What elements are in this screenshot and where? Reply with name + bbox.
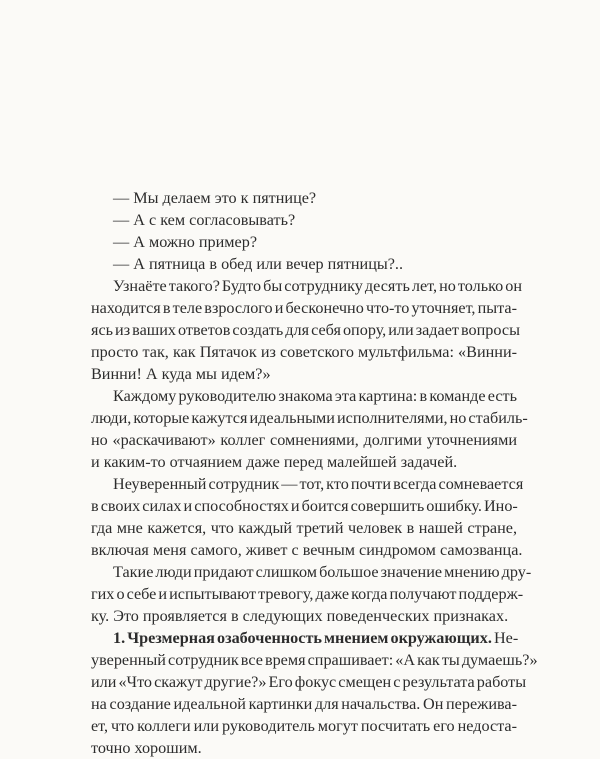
- paragraph-line: Такие люди придают слишком большое значение мнению дру-: [113, 563, 532, 581]
- paragraph-line: или «Что скажут другие?» Его фокус смещен с результата работы: [91, 673, 527, 691]
- paragraph-line: включая меня самого, живет с вечным синдромом самозванца.: [91, 541, 523, 559]
- dialogue-line: — А можно пример?: [113, 233, 258, 251]
- paragraph-line: ясь из ваших ответов создать для себя опору, или задает вопросы: [91, 321, 520, 339]
- paragraph-line: на создание идеальной картинки для начальства. Он пережива-: [91, 695, 517, 713]
- paragraph-line: ку. Это проявляется в следующих поведенческих признаках.: [91, 607, 509, 625]
- point-heading-continuation: Не-: [491, 629, 519, 647]
- paragraph-line: Каждому руководителю знакома эта картина: в команде есть: [113, 387, 517, 405]
- paragraph-line: ет, что коллеги или руководитель могут посчитать его недоста-: [91, 717, 517, 735]
- paragraph-line: Винни! А куда мы идем?»: [91, 365, 271, 383]
- dialogue-line: — А с кем согласовывать?: [113, 211, 296, 229]
- paragraph-line: и каким-то отчаянием даже перед малейшей задачей.: [91, 453, 458, 471]
- paragraph-line: просто так, как Пятачок из советского мультфильма: «Винни-: [91, 343, 517, 361]
- paragraph-line: люди, которые кажутся идеальными исполнителями, но стабиль-: [91, 409, 528, 427]
- paragraph-line: Узнаёте такого? Будто бы сотруднику десять лет, но только он: [113, 277, 523, 295]
- paragraph-line: находится в теле взрослого и бесконечно что-то уточняет, пыта-: [91, 299, 517, 317]
- paragraph-line: точно хорошим.: [91, 739, 202, 757]
- paragraph-line: гих о себе и испытывают тревогу, даже когда получают поддерж-: [91, 585, 524, 603]
- paragraph-line: в своих силах и способностях и боится совершить ошибку. Ино-: [91, 497, 518, 515]
- paragraph-line: но «раскачивают» коллег сомнениями, долгими уточнениями: [91, 431, 517, 449]
- point-first-line: [91, 627, 517, 649]
- dialogue-line: — А пятница в обед или вечер пятницы?..: [113, 255, 404, 273]
- paragraph-line: уверенный сотрудник все время спрашивает: «А как ты думаешь?»: [91, 651, 538, 669]
- page-text: [91, 187, 538, 759]
- point-heading: 1. Чрезмерная озабоченность мнением окружающих.: [113, 629, 492, 647]
- paragraph-line: гда мне кажется, что каждый третий человек в нашей стране,: [91, 519, 517, 537]
- dialogue-line: — Мы делаем это к пятнице?: [113, 189, 317, 207]
- paragraph-line: Неуверенный сотрудник — тот, кто почти всегда сомневается: [113, 475, 524, 493]
